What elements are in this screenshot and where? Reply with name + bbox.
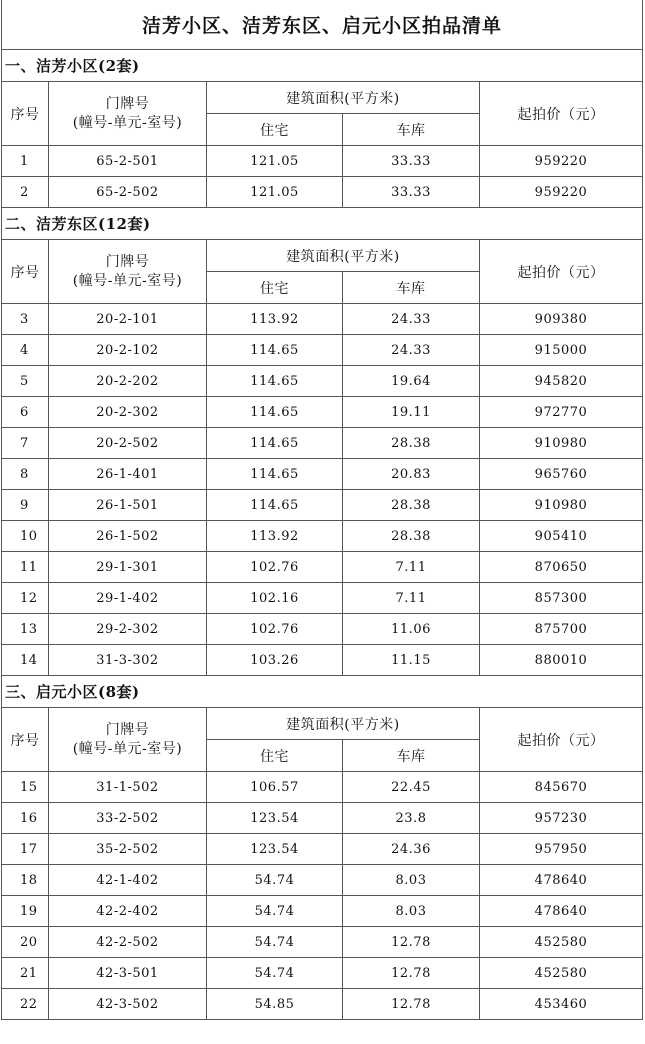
- cell-door: 26-1-501: [49, 490, 207, 521]
- cell-price: 452580: [480, 927, 643, 958]
- cell-seq: 13: [2, 614, 49, 645]
- table-row: [2, 459, 643, 490]
- cell-residence: 114.65: [207, 335, 343, 366]
- table-row: [2, 989, 643, 1020]
- cell-residence: 113.92: [207, 521, 343, 552]
- cell-residence: 103.26: [207, 645, 343, 676]
- header-residence: 住宅: [207, 114, 343, 146]
- cell-door: 42-2-502: [49, 927, 207, 958]
- cell-seq: 9: [2, 490, 49, 521]
- header-door-line1: 门牌号: [105, 253, 150, 270]
- table-row: [2, 958, 643, 989]
- cell-price: 909380: [480, 304, 643, 335]
- cell-residence: 114.65: [207, 490, 343, 521]
- header-door: [49, 82, 207, 146]
- cell-seq: 17: [2, 834, 49, 865]
- cell-door: 42-2-402: [49, 896, 207, 927]
- table-row: [2, 428, 643, 459]
- cell-garage: 8.03: [343, 865, 480, 896]
- header-door-line2: (幢号-单元-室号): [72, 272, 183, 289]
- header-area: 建筑面积(平方米): [207, 240, 480, 272]
- header-door-line2: (幢号-单元-室号): [72, 740, 183, 757]
- cell-door: 31-3-302: [49, 645, 207, 676]
- cell-residence: 121.05: [207, 146, 343, 177]
- header-seq: 序号: [2, 82, 49, 146]
- cell-seq: 12: [2, 583, 49, 614]
- cell-price: 857300: [480, 583, 643, 614]
- header-price: 起拍价（元）: [480, 240, 643, 304]
- header-row-1: [2, 82, 643, 114]
- cell-price: 478640: [480, 896, 643, 927]
- table-row: [2, 397, 643, 428]
- cell-garage: 8.03: [343, 896, 480, 927]
- cell-garage: 7.11: [343, 583, 480, 614]
- header-price: 起拍价（元）: [480, 82, 643, 146]
- cell-garage: 24.36: [343, 834, 480, 865]
- cell-residence: 54.74: [207, 958, 343, 989]
- cell-price: 880010: [480, 645, 643, 676]
- cell-residence: 113.92: [207, 304, 343, 335]
- table-row: [2, 865, 643, 896]
- cell-price: 910980: [480, 490, 643, 521]
- cell-price: 478640: [480, 865, 643, 896]
- cell-price: 945820: [480, 366, 643, 397]
- table-row: [2, 834, 643, 865]
- cell-price: 965760: [480, 459, 643, 490]
- header-door-line1: 门牌号: [105, 721, 150, 738]
- cell-seq: 3: [2, 304, 49, 335]
- section-heading-row: [2, 208, 643, 240]
- cell-seq: 20: [2, 927, 49, 958]
- cell-garage: 12.78: [343, 927, 480, 958]
- header-door-line1: 门牌号: [105, 95, 150, 112]
- section-heading: 一、洁芳小区(2套): [2, 50, 643, 82]
- table-row: [2, 552, 643, 583]
- header-row-1: [2, 240, 643, 272]
- cell-door: 65-2-501: [49, 146, 207, 177]
- cell-door: 65-2-502: [49, 177, 207, 208]
- cell-residence: 123.54: [207, 803, 343, 834]
- cell-seq: 14: [2, 645, 49, 676]
- cell-seq: 19: [2, 896, 49, 927]
- cell-price: 915000: [480, 335, 643, 366]
- cell-garage: 24.33: [343, 335, 480, 366]
- cell-garage: 24.33: [343, 304, 480, 335]
- cell-residence: 54.74: [207, 896, 343, 927]
- cell-seq: 2: [2, 177, 49, 208]
- cell-door: 42-3-502: [49, 989, 207, 1020]
- cell-door: 31-1-502: [49, 772, 207, 803]
- cell-price: 905410: [480, 521, 643, 552]
- table-row: [2, 521, 643, 552]
- section-heading-row: [2, 50, 643, 82]
- header-price: 起拍价（元）: [480, 708, 643, 772]
- cell-price: 845670: [480, 772, 643, 803]
- cell-seq: 15: [2, 772, 49, 803]
- cell-door: 20-2-202: [49, 366, 207, 397]
- cell-garage: 12.78: [343, 958, 480, 989]
- cell-price: 452580: [480, 958, 643, 989]
- cell-garage: 7.11: [343, 552, 480, 583]
- cell-seq: 10: [2, 521, 49, 552]
- cell-garage: 33.33: [343, 146, 480, 177]
- cell-door: 33-2-502: [49, 803, 207, 834]
- table-row: [2, 304, 643, 335]
- cell-garage: 28.38: [343, 490, 480, 521]
- table-row: [2, 614, 643, 645]
- cell-garage: 11.15: [343, 645, 480, 676]
- cell-seq: 8: [2, 459, 49, 490]
- cell-price: 959220: [480, 146, 643, 177]
- cell-price: 910980: [480, 428, 643, 459]
- cell-price: 972770: [480, 397, 643, 428]
- cell-price: 957230: [480, 803, 643, 834]
- cell-garage: 12.78: [343, 989, 480, 1020]
- header-area: 建筑面积(平方米): [207, 708, 480, 740]
- table-row: [2, 177, 643, 208]
- cell-residence: 114.65: [207, 397, 343, 428]
- cell-garage: 19.64: [343, 366, 480, 397]
- cell-door: 42-1-402: [49, 865, 207, 896]
- cell-garage: 11.06: [343, 614, 480, 645]
- cell-garage: 22.45: [343, 772, 480, 803]
- cell-price: 870650: [480, 552, 643, 583]
- header-garage: 车库: [343, 272, 480, 304]
- cell-garage: 28.38: [343, 521, 480, 552]
- cell-residence: 102.76: [207, 614, 343, 645]
- header-area: 建筑面积(平方米): [207, 82, 480, 114]
- cell-residence: 54.74: [207, 865, 343, 896]
- table-row: [2, 146, 643, 177]
- cell-door: 26-1-401: [49, 459, 207, 490]
- cell-residence: 54.85: [207, 989, 343, 1020]
- cell-garage: 19.11: [343, 397, 480, 428]
- cell-door: 20-2-101: [49, 304, 207, 335]
- table-row: [2, 896, 643, 927]
- header-residence: 住宅: [207, 740, 343, 772]
- cell-seq: 5: [2, 366, 49, 397]
- cell-door: 20-2-302: [49, 397, 207, 428]
- table-row: [2, 803, 643, 834]
- table-row: [2, 645, 643, 676]
- table-row: [2, 335, 643, 366]
- cell-residence: 114.65: [207, 366, 343, 397]
- cell-garage: 20.83: [343, 459, 480, 490]
- cell-seq: 21: [2, 958, 49, 989]
- cell-seq: 22: [2, 989, 49, 1020]
- cell-seq: 7: [2, 428, 49, 459]
- cell-seq: 18: [2, 865, 49, 896]
- cell-door: 26-1-502: [49, 521, 207, 552]
- table-row: [2, 772, 643, 803]
- header-seq: 序号: [2, 240, 49, 304]
- cell-seq: 11: [2, 552, 49, 583]
- section-heading: 三、启元小区(8套): [2, 676, 643, 708]
- header-residence: 住宅: [207, 272, 343, 304]
- cell-residence: 106.57: [207, 772, 343, 803]
- cell-seq: 4: [2, 335, 49, 366]
- table-row: [2, 583, 643, 614]
- cell-price: 875700: [480, 614, 643, 645]
- cell-door: 20-2-102: [49, 335, 207, 366]
- section-heading-row: [2, 676, 643, 708]
- cell-garage: 28.38: [343, 428, 480, 459]
- cell-residence: 114.65: [207, 459, 343, 490]
- table-row: [2, 490, 643, 521]
- cell-seq: 1: [2, 146, 49, 177]
- header-garage: 车库: [343, 114, 480, 146]
- header-door-line2: (幢号-单元-室号): [72, 114, 183, 131]
- cell-price: 957950: [480, 834, 643, 865]
- header-door: [49, 240, 207, 304]
- cell-price: 959220: [480, 177, 643, 208]
- cell-price: 453460: [480, 989, 643, 1020]
- cell-residence: 54.74: [207, 927, 343, 958]
- cell-residence: 102.16: [207, 583, 343, 614]
- cell-door: 20-2-502: [49, 428, 207, 459]
- cell-garage: 33.33: [343, 177, 480, 208]
- cell-door: 29-1-402: [49, 583, 207, 614]
- table-row: [2, 927, 643, 958]
- cell-seq: 6: [2, 397, 49, 428]
- cell-door: 29-1-301: [49, 552, 207, 583]
- page-title: 洁芳小区、洁芳东区、启元小区拍品清单: [2, 0, 643, 50]
- auction-list-table: [1, 0, 643, 1020]
- cell-residence: 123.54: [207, 834, 343, 865]
- section-heading: 二、洁芳东区(12套): [2, 208, 643, 240]
- cell-door: 35-2-502: [49, 834, 207, 865]
- header-garage: 车库: [343, 740, 480, 772]
- cell-door: 29-2-302: [49, 614, 207, 645]
- cell-door: 42-3-501: [49, 958, 207, 989]
- title-row: [2, 0, 643, 50]
- header-seq: 序号: [2, 708, 49, 772]
- header-row-1: [2, 708, 643, 740]
- cell-seq: 16: [2, 803, 49, 834]
- cell-residence: 121.05: [207, 177, 343, 208]
- cell-residence: 114.65: [207, 428, 343, 459]
- cell-residence: 102.76: [207, 552, 343, 583]
- cell-garage: 23.8: [343, 803, 480, 834]
- header-door: [49, 708, 207, 772]
- table-row: [2, 366, 643, 397]
